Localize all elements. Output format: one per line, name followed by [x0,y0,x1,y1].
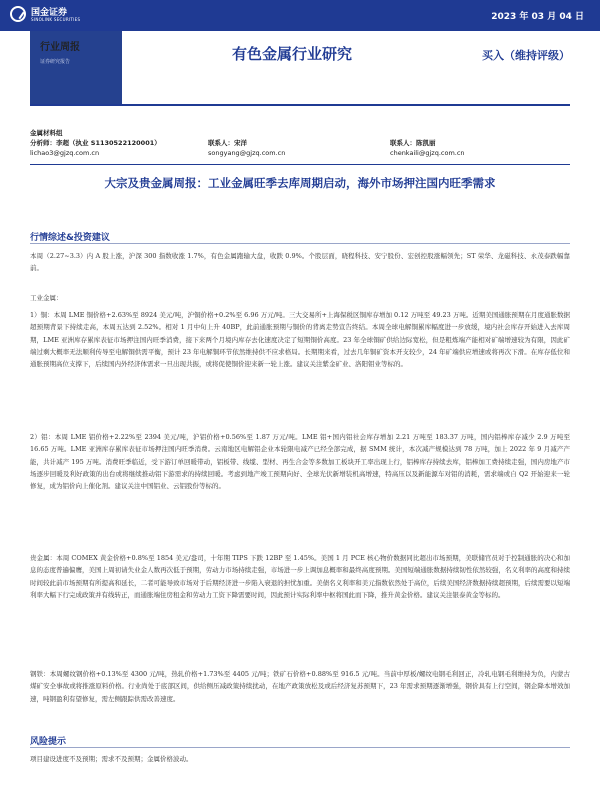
paragraph-steel: 钢铁：本周螺纹钢价格+0.13%至 4300 元/吨，热轧价格+1.73%至 4405 元/吨；铁矿石价格+0.88%至 916.5 元/吨。当前中厚板/螺纹电钢毛利回正，冷轧电钢毛利维持为负，内蒙古煤矿安全事故或将推涨原料价格。行业尚处于底部区间，供给侧压减政策持续扰动，在地产政策放松及或后经济复苏预期下，23 年需求预期逐渐增强，钢价具有上行空间，钢企降本增效加速，吨钢盈利有望修复，需左侧跟踪供需改善速度。 [30,670,570,703]
analyst-divider [30,164,570,165]
company-logo [10,4,80,28]
report-date: 2023 年 03 月 04 日 [491,12,584,22]
paragraph-precious-metals: 贵金属：本周 COMEX 黄金价格+0.8%至 1854 美元/盎司，十年期 TIPS 下跌 12BP 至 1.45%。美国 1 月 PCE 核心物价数据同比超出市场预期，美联储官员对于控制通胀的决心和加息的态度普遍偏鹰，美国上周初请失业金人数再次低于预期，劳动力市场持续走强，市场进一步上调加息概率和最终高度预期。美国短端通胀数据持续韧性依然较强，名义利率的高度和持续时间较此前市场预期有所提高和延长，二者可能导致市场对于后期经济进一步陷入衰退的担忧加重。美债名义利率和美元指数依然处于高位，后续美国经济数据持续超预期，后续需要以短端利率大幅下行完成政策并有线转正，而通胀端住房租金和劳动力工资下降需要时间，因此预计实际利率中枢将国此而下降，推升黄金价格。建议关注银泰黄金等标的。 [30,554,570,599]
paragraph-market: 本周（2.27~3.3）内 A 股上涨，沪深 300 指数收涨 1.7%，有色金属跑输大盘，收跌 0.9%。个股层面，晓程科技、安宁股份、宏创控股涨幅领先；ST 荣华、龙磁科技、永茂泰跌幅靠前。 [30,252,570,273]
section-divider [30,747,570,748]
logo-text: 国金证券 [31,8,68,18]
logo-mark-icon [10,6,26,22]
header-top-bar [0,0,600,31]
doc-subtype: 证券研究报告 [40,59,71,65]
report-header [0,0,600,105]
analyst-2-email[interactable]: songyang@gjzq.com.cn [208,149,286,157]
analyst-2 [208,138,285,158]
section-title-risk: 风险提示 [30,737,67,747]
report-headline: 大宗及贵金属周报：工业金属旺季去库周期启动，海外市场押注国内旺季需求 [104,176,496,190]
header-divider [30,104,570,106]
analyst-2-label: 联系人：宋洋 [208,139,247,147]
analyst-3 [390,138,465,158]
analyst-3-email[interactable]: chenkaili@gjzq.com.cn [390,149,465,157]
report-title: 有色金属行业研究 [232,45,353,63]
analyst-1 [30,138,161,158]
analyst-1-label: 分析师：李超（执业 S1130522120001） [30,139,161,147]
doc-type: 行业周报 [40,42,80,53]
paragraph-industrial-label: 工业金属： [30,294,63,302]
team-name: 金属材料组 [30,129,63,137]
logo-subtext: SINOLINK SECURITIES [31,17,81,22]
rating-badge: 买入（维持评级） [482,49,570,62]
analyst-3-label: 联系人：陈凯丽 [390,139,436,147]
paragraph-copper: 1）铜：本周 LME 铜价格+2.63%至 8924 美元/吨，沪铜价格+0.2%至 6.96 万元/吨。三大交易所+上海保税区铜库存增加 0.12 万吨至 49.23 万吨。近期美国通胀预期在月度通胀数据超预期背景下持续走高，本周五达到 2.52%。相对 1 月中旬上升 40BP，此前通胀预期与铜价的背离走势宣告终结。本周全球电解铜累库幅度进一步放缓，境内社会库存开始进入去库周期，LME 亚洲库存累库表征市场押注国内旺季消费，接下来两个月境内库存去化速度决定了短期铜价高度。23 年全球铜矿供给边际宽松，但是粗炼端产能相对矿端增速较为有限，因此矿端过剩大概率无法顺利传导至电解铜供需平衡，预计 23 年电解铜环节依然维持供不应求格局。长期期来看，过去几年铜矿资本开支较少，24 年矿端供应增速或将再次下滑。在库存低位和通胀预期高位支撑下，后续国内外经济体需求一旦出现共振，或将促使铜价迎来新一轮上涨。建议关注紫金矿业、洛阳钼业等标的。 [30,311,570,369]
paragraph-risk: 项目建设进度不及预期；需求不及预期；金属价格波动。 [30,755,193,763]
analyst-1-email[interactable]: lichao3@gjzq.com.cn [30,149,100,157]
paragraph-aluminum: 2）铝：本周 LME 铝价格+2.22%至 2394 美元/吨，沪铝价格+0.56%至 1.87 万元/吨。LME 铝+国内铝社会库存增加 2.21 万吨至 183.37 万吨，国内铝棒库存减少 2.9 万吨至 16.65 万吨。LME 亚洲库存累库表征市场押注国内旺季消费。云南地区电解铝企业本轮限电减产已经全部完成，据 SMM 统计，本次减产规模达到 78 万吨，加上 2022 年 9 月减产产能，共计减产 195 万吨。消费旺季临近，受下游订单回暖带动，铝板带、线缆、型材、再生合金等多数加工板块开工率出现上行，铝棒库存持续去库，铝棒加工费持续走强，国内房地产市场逐步回暖及利好政策的出台或将继续推动铝下游需求的持续回暖。考虑到地产竣工预期向好、全球光伏新增装机高增速，特高压以及新能源车对铝的消耗，需求端或自 Q2 开始迎来一轮修复，成为铝价向上催化剂。建议关注中国铝业、云铝股份等标的。 [30,433,570,491]
section-divider [30,243,570,244]
section-title-summary: 行情综述&投资建议 [30,233,110,243]
